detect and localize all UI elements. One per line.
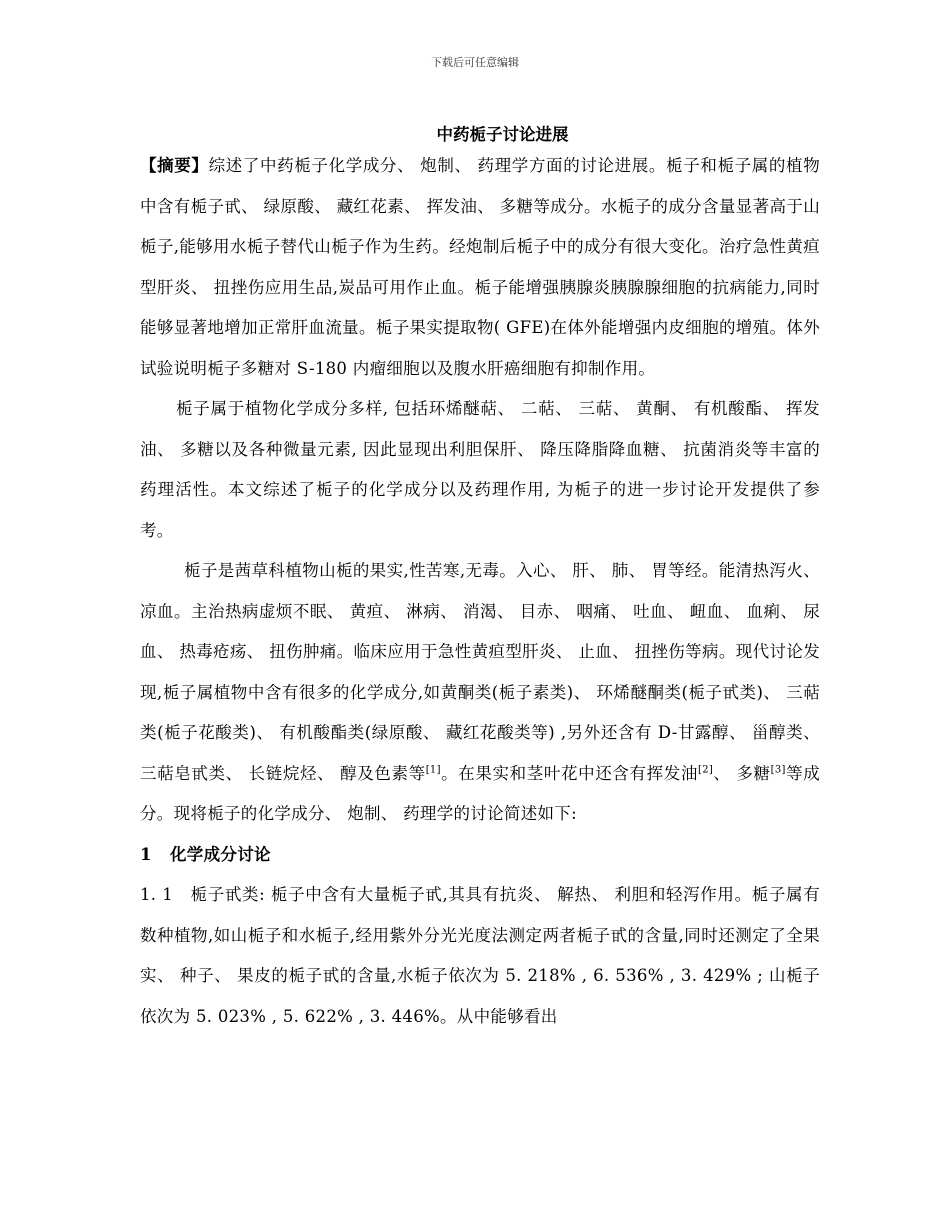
section-title: 化学成分讨论: [170, 844, 271, 864]
intro-text-a: 栀子是茜草科植物山栀的果实,性苦寒,无毒。入心、 肝、 肺、 胃等经。能清热泻火、 凉血。主治热病虚烦不眠、 黄疸、 淋病、 消渴、 目赤、 咽痛、 吐血、 衄血、 血痢、 尿血、 热毒疮疡、 扭伤肿痛。临床应用于急性黄疸型肝炎、 止血、 扭挫伤等病。现代讨论发现,栀子属植物中含有很多的化学成分,如黄酮类(栀子素类)、 环烯醚酮类(栀子甙类)、 三萜类(栀子花酸类)、 有机酸酯类(绿原酸、 藏红花酸类等) ,另外还含有 D-甘露醇、 甾醇类、 三萜皂甙类、 长链烷烃、 醇及色素等: [140, 561, 820, 783]
paragraph-gardenoside: 1. 1 栀子甙类: 栀子中含有大量栀子甙,其具有抗炎、 解热、 利胆和轻泻作用。栀子属有数种植物,如山栀子和水栀子,经用紫外分光光度法测定两者栀子甙的含量,同时还测定了全果实、 种子、 果皮的栀子甙的含量,水栀子依次为 5. 218% , 6. 536% , 3. 429% ; 山栀子依次为 5. 023% , 5. 622% , 3. 446%。从中能够看出: [140, 885, 820, 1026]
section-heading: [140, 835, 820, 876]
abstract-text: 综述了中药栀子化学成分、 炮制、 药理学方面的讨论进展。栀子和栀子属的植物中含有栀子甙、 绿原酸、 藏红花素、 挥发油、 多糖等成分。水栀子的成分含量显著高于山栀子,能够用水栀子替代山栀子作为生药。经炮制后栀子中的成分有很大变化。治疗急性黄疸型肝炎、 扭挫伤应用生品,炭品可用作止血。栀子能增强胰腺炎胰腺腺细胞的抗病能力,同时能够显著地增加正常肝血流量。栀子果实提取物( GFE)在体外能增强内皮细胞的增殖。体外试验说明栀子多糖对 S-180 内瘤细胞以及腹水肝癌细胞有抑制作用。: [140, 156, 821, 378]
intro-text-d: 等成分。现将栀子的化学成分、 炮制、 药理学的讨论简述如下:: [140, 763, 820, 823]
abstract-paragraph: [140, 146, 820, 389]
document-body: [140, 146, 820, 1037]
citation-ref-1[interactable]: [1]: [425, 764, 441, 775]
citation-ref-3[interactable]: [3]: [770, 764, 786, 775]
abstract-label: 【摘要】: [140, 156, 209, 175]
page-header: 下载后可任意编辑: [431, 56, 519, 69]
document-title: 中药栀子讨论进展: [436, 125, 569, 144]
section-number: 1: [140, 844, 152, 864]
paragraph-overview: 栀子属于植物化学成分多样, 包括环烯醚萜、 二萜、 三萜、 黄酮、 有机酸酯、 挥发油、 多糖以及各种微量元素, 因此显现出利胆保肝、 降压降脂降血糖、 抗菌消炎等丰富的药理活性。本文综述了栀子的化学成分以及药理作用, 为栀子的进一步讨论开发提供了参考。: [140, 399, 820, 540]
intro-text-b: 。在果实和茎叶花中还含有挥发油: [440, 763, 699, 783]
intro-text-c: 、 多糖: [713, 763, 771, 783]
citation-ref-2[interactable]: [2]: [698, 764, 714, 775]
paragraph-introduction: [140, 551, 820, 835]
